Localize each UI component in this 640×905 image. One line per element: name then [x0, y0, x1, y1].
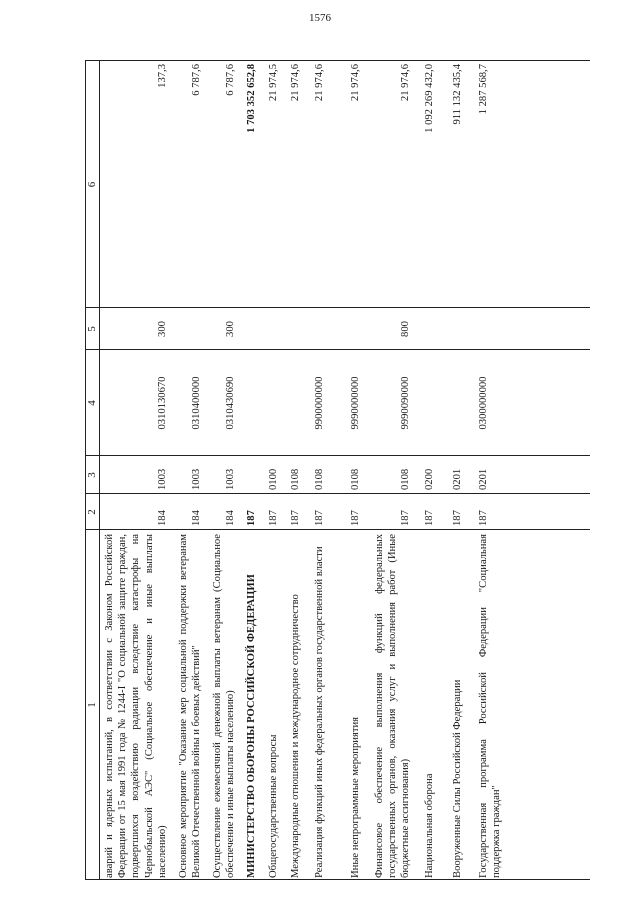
row-name: Международные отношения и международное сотрудничество — [290, 594, 301, 878]
col-divider-1 — [85, 529, 590, 530]
row-name: Национальная оборона — [424, 773, 435, 878]
row-amount: 1 703 352 652,8 — [246, 64, 257, 133]
page-number: 1576 — [309, 12, 331, 24]
row-amount: 1 287 568,7 — [478, 64, 489, 115]
row-target-code: 9900000000 — [314, 376, 325, 430]
row-ministry-code: 187 — [478, 510, 489, 526]
row-amount: 21 974,6 — [290, 64, 301, 102]
row-name: Реализация функций иных федеральных органов государственной власти — [314, 546, 325, 878]
row-name: Иные непрограммные мероприятия — [350, 717, 361, 878]
row-name: МИНИСТЕРСТВО ОБОРОНЫ РОССИЙСКОЙ ФЕДЕРАЦИИ — [246, 574, 257, 878]
row-ministry-code: 184 — [157, 510, 168, 526]
header-col-6: 6 — [86, 181, 98, 188]
row-amount: 21 974,5 — [268, 64, 279, 102]
header-bottom-border — [99, 60, 100, 880]
row-section-code: 0108 — [350, 468, 361, 490]
row-amount: 1 092 269 432,0 — [424, 64, 435, 133]
row-name: Общегосударственные вопросы — [268, 734, 279, 878]
row-target-code: 0310400000 — [191, 376, 202, 430]
row-target-code: 9990090000 — [400, 376, 411, 430]
header-col-3: 3 — [86, 472, 98, 478]
row-name: аварий и ядерных испытаний, в соответствии с Законом Российской Федерации от 15 мая 1991 года № 1244-I "О социальной защите граждан, подвергшихся воздействию радиации вследствие катастрофы на Чернобыльской АЭС" (Социальное обеспечение и иные выплаты населению) — [104, 534, 168, 878]
row-ministry-code: 184 — [225, 510, 236, 526]
row-amount: 21 974,6 — [400, 64, 411, 102]
row-ministry-code: 187 — [314, 510, 325, 526]
row-amount: 6 787,6 — [191, 64, 202, 96]
row-expense-type: 300 — [225, 321, 236, 337]
row-target-code: 9990000000 — [350, 376, 361, 430]
budget-table — [85, 60, 590, 880]
row-ministry-code: 187 — [268, 510, 279, 526]
row-section-code: 1003 — [157, 468, 168, 490]
row-amount: 6 787,6 — [225, 64, 236, 96]
row-amount: 21 974,6 — [314, 64, 325, 102]
row-name: Государственная программа Российской Федерации "Социальная поддержка граждан" — [478, 534, 503, 878]
row-section-code: 1003 — [225, 468, 236, 490]
row-section-code: 0108 — [400, 468, 411, 490]
header-col-1: 1 — [86, 702, 98, 708]
row-amount: 21 974,6 — [350, 64, 361, 102]
row-section-code: 0100 — [268, 468, 279, 490]
row-ministry-code: 187 — [350, 510, 361, 526]
row-section-code: 1003 — [191, 468, 202, 490]
col-divider-2 — [85, 493, 590, 494]
row-name: Финансовое обеспечение выполнения функций федеральных государственных органов, оказания услуг и выполнения работ (Иные бюджетные ассигнования) — [374, 534, 412, 878]
row-amount: 911 132 435,4 — [452, 64, 463, 125]
col-divider-3 — [85, 455, 590, 456]
row-ministry-code: 187 — [452, 510, 463, 526]
row-ministry-code: 187 — [290, 510, 301, 526]
row-ministry-code: 187 — [424, 510, 435, 526]
header-col-4: 4 — [86, 400, 98, 406]
row-section-code: 0200 — [424, 468, 435, 490]
row-name: Основное мероприятие "Оказание мер социальной поддержки ветеранам Великой Отечественной войны и боевых действий" — [178, 534, 203, 878]
row-expense-type: 300 — [157, 321, 168, 337]
row-section-code: 0201 — [452, 468, 463, 490]
row-amount: 137,3 — [157, 64, 168, 88]
col-divider-4 — [85, 349, 590, 350]
row-expense-type: 800 — [400, 321, 411, 337]
row-section-code: 0108 — [314, 468, 325, 490]
row-target-code: 0300000000 — [478, 376, 489, 430]
row-name: Вооруженные Силы Российской Федерации — [452, 679, 463, 878]
col-divider-5 — [85, 307, 590, 308]
row-target-code: 0310130670 — [157, 376, 168, 430]
header-col-5: 5 — [86, 326, 98, 332]
row-ministry-code: 184 — [191, 510, 202, 526]
header-col-2: 2 — [86, 509, 98, 515]
table-right-border — [85, 60, 590, 61]
row-ministry-code: 187 — [246, 510, 257, 526]
row-section-code: 0108 — [290, 468, 301, 490]
row-section-code: 0201 — [478, 468, 489, 490]
row-ministry-code: 187 — [400, 510, 411, 526]
row-name: Осуществление ежемесячной денежной выплаты ветеранам (Социальное обеспечение и иные выплаты населению) — [212, 534, 237, 878]
row-target-code: 0310430690 — [225, 376, 236, 430]
table-left-border — [85, 879, 590, 880]
